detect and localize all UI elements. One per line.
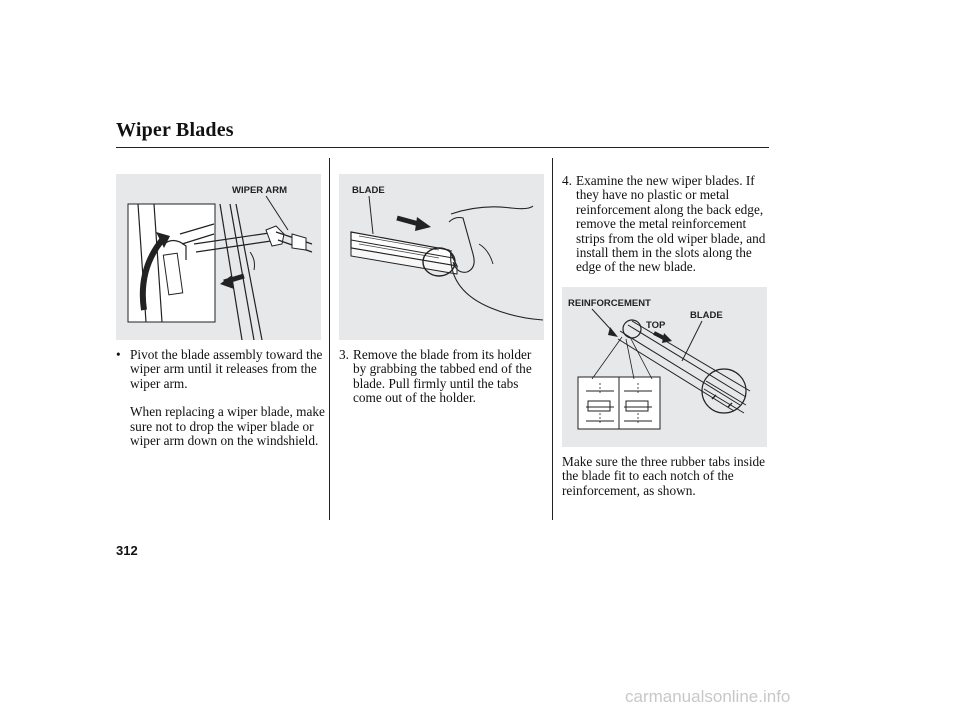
col2-text [339,348,544,406]
column-divider-1 [329,158,330,520]
step-4-text: Examine the new wiper blades. If they have no plastic or metal reinforcement along the back edge, remove the metal reinforcement strips from the old wiper blade, and install them in the slots along the edge of the new blade. [576,173,766,275]
step-4-number: 4. [562,173,572,188]
wiper-arm-label: WIPER ARM [232,185,288,196]
col3-step [562,174,769,275]
step-3-text: Remove the blade from its holder by grabbing the tabbed end of the blade. Pull firmly until the tabs come out of the holder. [353,347,532,406]
page-title: Wiper Blades [116,119,234,141]
page-number: 312 [116,543,138,558]
bullet-item [116,348,326,391]
step-4 [562,174,769,275]
watermark: carmanualsonline.info [625,687,791,706]
col1-text [116,348,326,448]
bullet: • [116,347,121,362]
title-rule [116,147,769,148]
rubber-tabs-note: Make sure the three rubber tabs inside the blade fit to each notch of the reinforcement, as shown. [562,454,766,498]
reinforcement-figure [562,287,767,447]
column-divider-2 [552,158,553,520]
step-3-number: 3. [339,347,349,362]
step-3 [339,348,544,406]
top-label: TOP [646,320,666,331]
blade-label-2: BLADE [690,310,723,321]
col3-note [562,455,769,498]
reinforcement-label: REINFORCEMENT [568,298,651,309]
replacing-caution: When replacing a wiper blade, make sure not to drop the wiper blade or wiper arm down on the windshield. [130,404,325,449]
pivot-instruction: Pivot the blade assembly toward the wiper arm until it releases from the wiper arm. [130,347,323,391]
blade-label: BLADE [352,185,385,196]
wiper-arm-figure [116,174,321,340]
blade-removal-figure [339,174,544,340]
